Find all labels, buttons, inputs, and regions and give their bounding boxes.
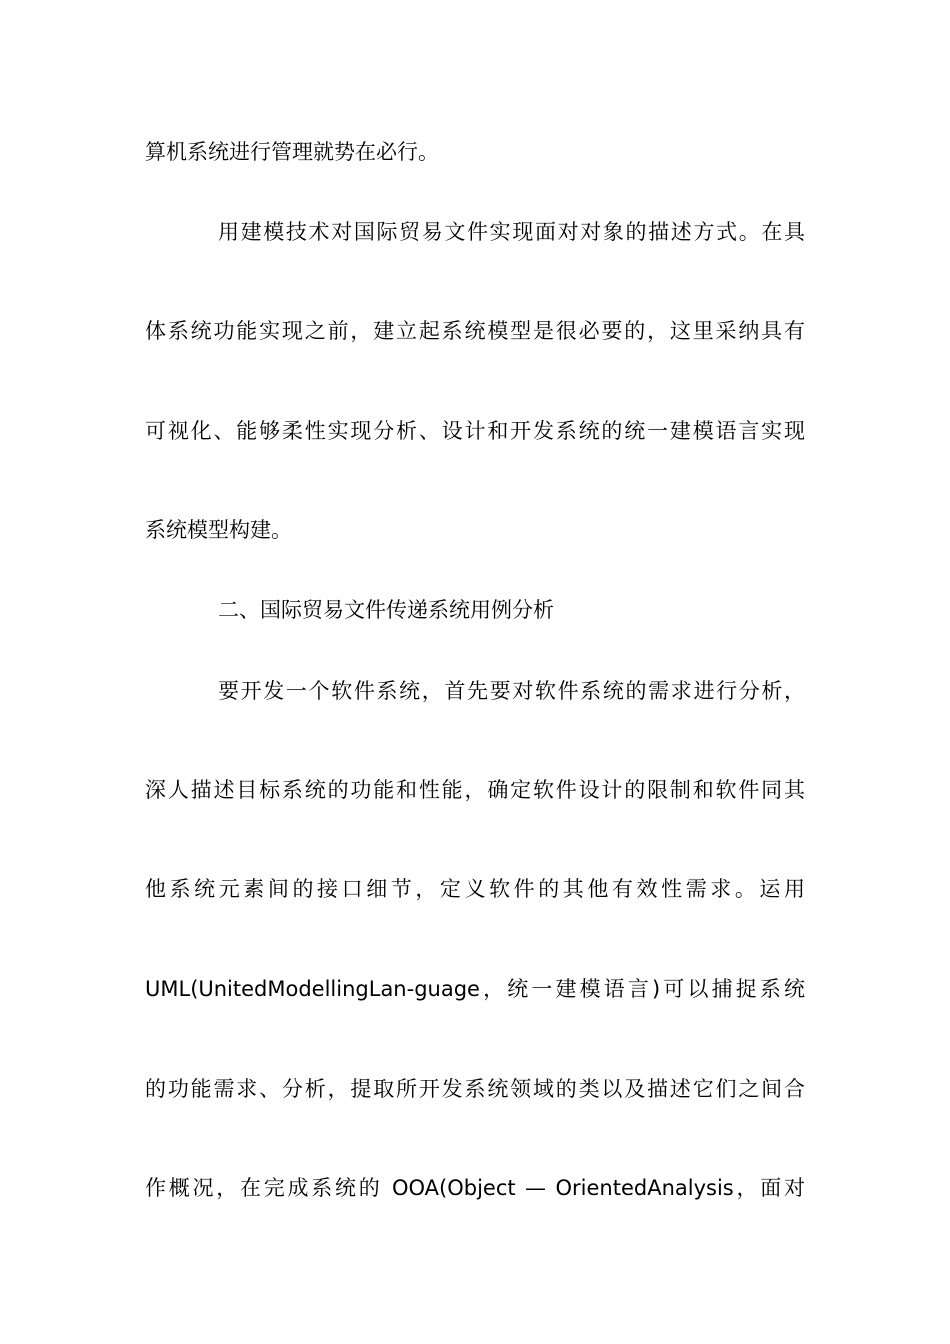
section-heading: 二、国际贸易文件传递系统用例分析 xyxy=(218,598,554,622)
paragraph-first-line: 要开发一个软件系统，首先要对软件系统的需求进行分析， xyxy=(218,679,805,703)
text-line-3: 体系统功能实现之前，建立起系统模型是很必要的，这里采纳具有 xyxy=(145,319,805,343)
text-line-1: 算机系统进行管理就势在必行。 xyxy=(145,140,439,164)
text-line-11: 的功能需求、分析，提取所开发系统领域的类以及描述它们之间合 xyxy=(145,1077,805,1101)
text-line-9: 他系统元素间的接口细节，定义软件的其他有效性需求。运用 xyxy=(145,877,805,901)
text-line-5: 系统模型构建。 xyxy=(145,518,292,542)
text-line-12: 作概况，在完成系统的 OOA(Object — OrientedAnalysis，面对 xyxy=(145,1176,805,1200)
text-line-4: 可视化、能够柔性实现分析、设计和开发系统的统一建模语言实现 xyxy=(145,419,805,443)
text-line-10: UML(UnitedModellingLan-guage，统一建模语言)可以捕捉系统 xyxy=(145,977,805,1001)
paragraph-first-line: 用建模技术对国际贸易文件实现面对对象的描述方式。在具 xyxy=(218,220,805,244)
text-line-8: 深人描述目标系统的功能和性能，确定软件设计的限制和软件同其 xyxy=(145,778,805,802)
